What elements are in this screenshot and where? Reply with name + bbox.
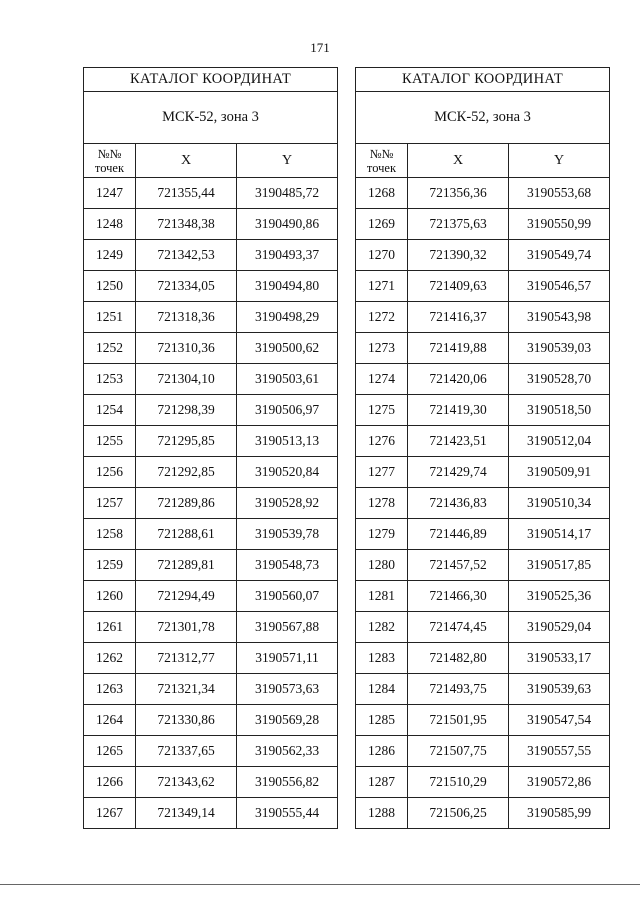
y-coordinate-cell: 3190556,82 xyxy=(237,767,338,798)
point-number-cell: 1253 xyxy=(84,364,136,395)
table-row xyxy=(356,395,610,426)
y-coordinate-cell: 3190500,62 xyxy=(237,333,338,364)
point-number-cell: 1271 xyxy=(356,271,408,302)
point-number-header: №№ точек xyxy=(356,144,408,178)
x-coordinate-cell: 721493,75 xyxy=(408,674,509,705)
y-coordinate-cell: 3190569,28 xyxy=(237,705,338,736)
table-row xyxy=(356,519,610,550)
point-number-cell: 1269 xyxy=(356,209,408,240)
x-coordinate-cell: 721507,75 xyxy=(408,736,509,767)
catalog-body xyxy=(84,178,338,829)
table-row xyxy=(84,395,338,426)
x-coordinate-cell: 721288,61 xyxy=(136,519,237,550)
table-row xyxy=(356,705,610,736)
x-coordinate-cell: 721482,80 xyxy=(408,643,509,674)
x-coordinate-cell: 721337,65 xyxy=(136,736,237,767)
y-coordinate-cell: 3190550,99 xyxy=(509,209,610,240)
point-number-cell: 1255 xyxy=(84,426,136,457)
x-coordinate-cell: 721343,62 xyxy=(136,767,237,798)
point-number-cell: 1261 xyxy=(84,612,136,643)
page-divider xyxy=(0,884,640,885)
x-coordinate-cell: 721342,53 xyxy=(136,240,237,271)
table-row xyxy=(356,333,610,364)
point-number-cell: 1270 xyxy=(356,240,408,271)
point-number-cell: 1284 xyxy=(356,674,408,705)
point-number-cell: 1276 xyxy=(356,426,408,457)
y-coordinate-cell: 3190549,74 xyxy=(509,240,610,271)
table-row xyxy=(356,767,610,798)
table-row xyxy=(356,178,610,209)
y-coordinate-cell: 3190528,92 xyxy=(237,488,338,519)
point-number-cell: 1281 xyxy=(356,581,408,612)
point-number-cell: 1252 xyxy=(84,333,136,364)
point-number-cell: 1279 xyxy=(356,519,408,550)
x-column-header: X xyxy=(408,144,509,178)
y-coordinate-cell: 3190503,61 xyxy=(237,364,338,395)
table-row xyxy=(84,209,338,240)
x-coordinate-cell: 721436,83 xyxy=(408,488,509,519)
x-coordinate-cell: 721420,06 xyxy=(408,364,509,395)
catalog-title: КАТАЛОГ КООРДИНАТ xyxy=(356,68,610,92)
x-coordinate-cell: 721310,36 xyxy=(136,333,237,364)
y-coordinate-cell: 3190510,34 xyxy=(509,488,610,519)
table-row xyxy=(84,581,338,612)
table-row xyxy=(84,364,338,395)
x-coordinate-cell: 721334,05 xyxy=(136,271,237,302)
y-column-header: Y xyxy=(237,144,338,178)
y-coordinate-cell: 3190494,80 xyxy=(237,271,338,302)
point-number-cell: 1274 xyxy=(356,364,408,395)
table-row xyxy=(84,457,338,488)
x-coordinate-cell: 721304,10 xyxy=(136,364,237,395)
x-coordinate-cell: 721506,25 xyxy=(408,798,509,829)
coordinate-system-zone: МСК-52, зона 3 xyxy=(84,92,338,144)
point-number-cell: 1273 xyxy=(356,333,408,364)
y-coordinate-cell: 3190557,55 xyxy=(509,736,610,767)
point-number-cell: 1251 xyxy=(84,302,136,333)
x-coordinate-cell: 721419,30 xyxy=(408,395,509,426)
point-number-cell: 1282 xyxy=(356,612,408,643)
x-coordinate-cell: 721466,30 xyxy=(408,581,509,612)
table-row xyxy=(84,736,338,767)
table-row xyxy=(356,488,610,519)
y-coordinate-cell: 3190509,91 xyxy=(509,457,610,488)
y-coordinate-cell: 3190513,13 xyxy=(237,426,338,457)
point-number-cell: 1263 xyxy=(84,674,136,705)
table-row xyxy=(356,643,610,674)
table-row xyxy=(84,767,338,798)
y-coordinate-cell: 3190555,44 xyxy=(237,798,338,829)
y-coordinate-cell: 3190506,97 xyxy=(237,395,338,426)
y-coordinate-cell: 3190548,73 xyxy=(237,550,338,581)
x-coordinate-cell: 721289,81 xyxy=(136,550,237,581)
table-row xyxy=(356,302,610,333)
table-row xyxy=(84,302,338,333)
point-number-cell: 1277 xyxy=(356,457,408,488)
table-row xyxy=(356,426,610,457)
y-coordinate-cell: 3190485,72 xyxy=(237,178,338,209)
point-number-cell: 1264 xyxy=(84,705,136,736)
x-coordinate-cell: 721355,44 xyxy=(136,178,237,209)
point-number-cell: 1259 xyxy=(84,550,136,581)
y-coordinate-cell: 3190573,63 xyxy=(237,674,338,705)
point-number-cell: 1286 xyxy=(356,736,408,767)
table-row xyxy=(356,240,610,271)
y-coordinate-cell: 3190517,85 xyxy=(509,550,610,581)
x-coordinate-cell: 721423,51 xyxy=(408,426,509,457)
table-row xyxy=(84,271,338,302)
y-coordinate-cell: 3190529,04 xyxy=(509,612,610,643)
table-row xyxy=(356,271,610,302)
y-coordinate-cell: 3190533,17 xyxy=(509,643,610,674)
table-row xyxy=(84,705,338,736)
table-row xyxy=(84,178,338,209)
y-coordinate-cell: 3190585,99 xyxy=(509,798,610,829)
point-number-cell: 1254 xyxy=(84,395,136,426)
point-number-cell: 1258 xyxy=(84,519,136,550)
y-coordinate-cell: 3190498,29 xyxy=(237,302,338,333)
y-column-header: Y xyxy=(509,144,610,178)
point-number-header: №№ точек xyxy=(84,144,136,178)
y-coordinate-cell: 3190539,78 xyxy=(237,519,338,550)
point-number-cell: 1283 xyxy=(356,643,408,674)
point-number-cell: 1268 xyxy=(356,178,408,209)
page-number: 171 xyxy=(310,40,330,55)
table-row xyxy=(356,457,610,488)
y-coordinate-cell: 3190520,84 xyxy=(237,457,338,488)
y-coordinate-cell: 3190560,07 xyxy=(237,581,338,612)
y-coordinate-cell: 3190490,86 xyxy=(237,209,338,240)
y-coordinate-cell: 3190512,04 xyxy=(509,426,610,457)
table-row xyxy=(356,209,610,240)
y-coordinate-cell: 3190539,63 xyxy=(509,674,610,705)
y-coordinate-cell: 3190543,98 xyxy=(509,302,610,333)
table-row xyxy=(84,488,338,519)
table-row xyxy=(84,643,338,674)
table-row xyxy=(84,798,338,829)
x-coordinate-cell: 721416,37 xyxy=(408,302,509,333)
table-row xyxy=(84,519,338,550)
x-coordinate-cell: 721510,29 xyxy=(408,767,509,798)
y-coordinate-cell: 3190572,86 xyxy=(509,767,610,798)
table-row xyxy=(84,333,338,364)
x-coordinate-cell: 721419,88 xyxy=(408,333,509,364)
point-number-cell: 1248 xyxy=(84,209,136,240)
point-number-cell: 1287 xyxy=(356,767,408,798)
x-coordinate-cell: 721295,85 xyxy=(136,426,237,457)
table-row xyxy=(356,612,610,643)
x-coordinate-cell: 721429,74 xyxy=(408,457,509,488)
point-number-cell: 1256 xyxy=(84,457,136,488)
y-coordinate-cell: 3190514,17 xyxy=(509,519,610,550)
x-coordinate-cell: 721457,52 xyxy=(408,550,509,581)
x-coordinate-cell: 721312,77 xyxy=(136,643,237,674)
point-number-cell: 1272 xyxy=(356,302,408,333)
x-coordinate-cell: 721375,63 xyxy=(408,209,509,240)
point-number-cell: 1250 xyxy=(84,271,136,302)
catalog-body xyxy=(356,178,610,829)
table-row xyxy=(84,550,338,581)
point-number-cell: 1288 xyxy=(356,798,408,829)
y-coordinate-cell: 3190547,54 xyxy=(509,705,610,736)
table-row xyxy=(356,798,610,829)
coordinate-catalog-table-left xyxy=(83,67,338,829)
point-number-cell: 1275 xyxy=(356,395,408,426)
catalog-title: КАТАЛОГ КООРДИНАТ xyxy=(84,68,338,92)
x-coordinate-cell: 721474,45 xyxy=(408,612,509,643)
y-coordinate-cell: 3190567,88 xyxy=(237,612,338,643)
x-coordinate-cell: 721289,86 xyxy=(136,488,237,519)
coordinate-system-zone: МСК-52, зона 3 xyxy=(356,92,610,144)
x-coordinate-cell: 721446,89 xyxy=(408,519,509,550)
point-number-cell: 1247 xyxy=(84,178,136,209)
y-coordinate-cell: 3190518,50 xyxy=(509,395,610,426)
x-coordinate-cell: 721330,86 xyxy=(136,705,237,736)
point-number-cell: 1267 xyxy=(84,798,136,829)
table-row xyxy=(356,364,610,395)
y-coordinate-cell: 3190562,33 xyxy=(237,736,338,767)
coordinate-catalog-table-right xyxy=(355,67,610,829)
table-row xyxy=(356,674,610,705)
table-row xyxy=(84,426,338,457)
x-coordinate-cell: 721501,95 xyxy=(408,705,509,736)
point-number-cell: 1285 xyxy=(356,705,408,736)
y-coordinate-cell: 3190525,36 xyxy=(509,581,610,612)
point-number-cell: 1249 xyxy=(84,240,136,271)
x-coordinate-cell: 721390,32 xyxy=(408,240,509,271)
table-row xyxy=(356,581,610,612)
table-row xyxy=(84,674,338,705)
x-coordinate-cell: 721318,36 xyxy=(136,302,237,333)
point-number-cell: 1266 xyxy=(84,767,136,798)
y-coordinate-cell: 3190571,11 xyxy=(237,643,338,674)
y-coordinate-cell: 3190528,70 xyxy=(509,364,610,395)
x-coordinate-cell: 721348,38 xyxy=(136,209,237,240)
x-coordinate-cell: 721349,14 xyxy=(136,798,237,829)
table-row xyxy=(84,612,338,643)
table-row xyxy=(356,550,610,581)
point-number-cell: 1262 xyxy=(84,643,136,674)
point-number-cell: 1265 xyxy=(84,736,136,767)
x-column-header: X xyxy=(136,144,237,178)
y-coordinate-cell: 3190493,37 xyxy=(237,240,338,271)
x-coordinate-cell: 721356,36 xyxy=(408,178,509,209)
x-coordinate-cell: 721409,63 xyxy=(408,271,509,302)
table-row xyxy=(356,736,610,767)
x-coordinate-cell: 721292,85 xyxy=(136,457,237,488)
point-number-cell: 1257 xyxy=(84,488,136,519)
y-coordinate-cell: 3190546,57 xyxy=(509,271,610,302)
y-coordinate-cell: 3190553,68 xyxy=(509,178,610,209)
x-coordinate-cell: 721301,78 xyxy=(136,612,237,643)
point-number-cell: 1278 xyxy=(356,488,408,519)
x-coordinate-cell: 721321,34 xyxy=(136,674,237,705)
y-coordinate-cell: 3190539,03 xyxy=(509,333,610,364)
x-coordinate-cell: 721298,39 xyxy=(136,395,237,426)
table-row xyxy=(84,240,338,271)
x-coordinate-cell: 721294,49 xyxy=(136,581,237,612)
point-number-cell: 1260 xyxy=(84,581,136,612)
point-number-cell: 1280 xyxy=(356,550,408,581)
